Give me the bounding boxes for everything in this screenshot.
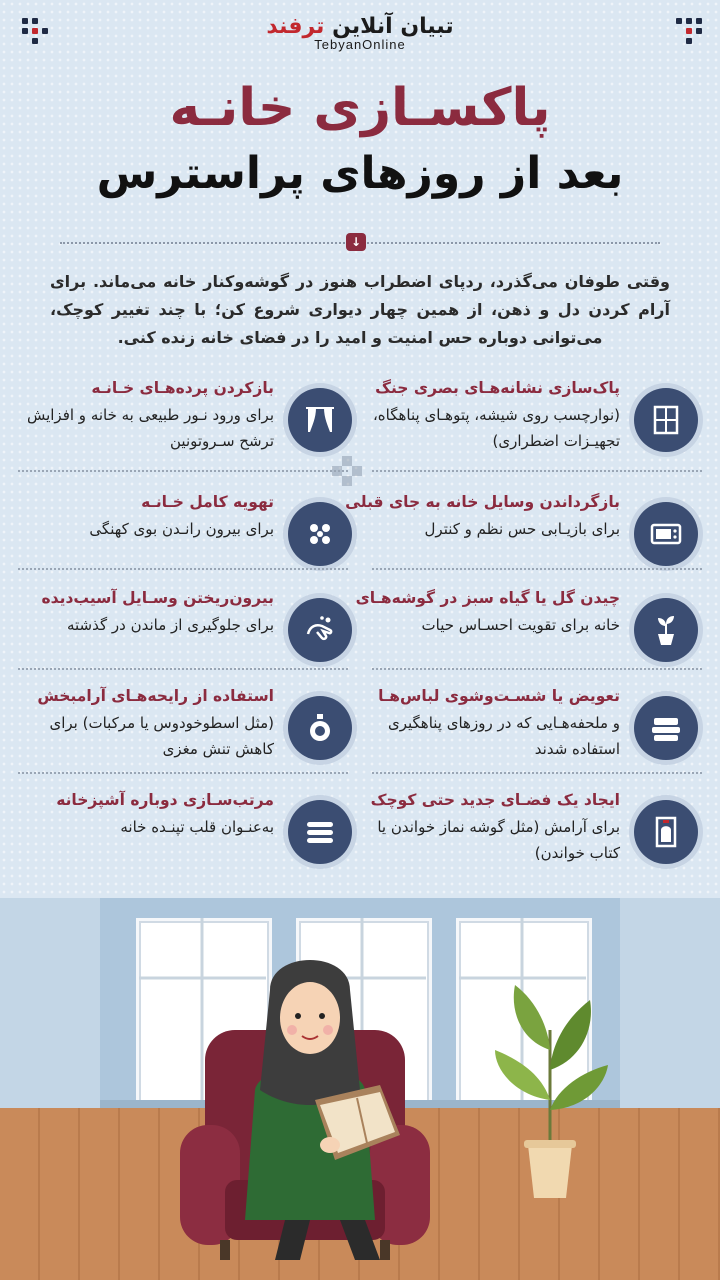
- flower-air-icon: [288, 502, 352, 566]
- page-subtitle: بعد از روزهای پراسترس: [96, 148, 624, 199]
- brand-name: تبیان آنلاین: [332, 14, 454, 39]
- folded-laundry-icon: [634, 696, 698, 760]
- potted-plant-icon: [490, 970, 610, 1210]
- item-heading: بیرون‌ریختن وسـایل آسیب‌دیده: [41, 589, 274, 607]
- row-separator: [372, 668, 702, 670]
- list-item: [22, 488, 352, 588]
- microwave-icon: [634, 502, 698, 566]
- item-heading: ایجاد یک فضـای جدید حتی کوچک: [370, 791, 620, 809]
- row-separator: [18, 668, 348, 670]
- brand-logo: [0, 14, 720, 52]
- list-item: [22, 374, 352, 474]
- item-body: برای ورود نـور طبیعی به خانه و افزایش ترشح سـروتونین: [26, 406, 274, 450]
- brand-latin: TebyanOnline: [314, 37, 406, 52]
- item-heading: مرتب‌سـازی دوباره آشپزخانه: [56, 791, 274, 809]
- item-body: (مثل اسطوخودوس یا مرکبات) برای کاهش تنش مغزی: [49, 714, 274, 758]
- handwash-icon: [288, 598, 352, 662]
- item-heading: بازکردن پرده‌هـای خـانـه: [91, 379, 274, 397]
- list-item: [22, 786, 352, 886]
- row-separator: [372, 772, 702, 774]
- item-heading: تعویض یا شسـت‌وشوی لباس‌هـا: [378, 687, 620, 705]
- list-item: [345, 488, 698, 588]
- plant-pot-icon: [634, 598, 698, 662]
- curtain-icon: [288, 388, 352, 452]
- item-heading: بازگرداندن وسایل خانه به جای قبلی: [345, 493, 620, 511]
- item-heading: تهویه کامل خـانـه: [141, 493, 274, 511]
- perfume-bottle-icon: [288, 696, 352, 760]
- item-heading: استفاده از رایحه‌هـای آرامبخش: [37, 687, 274, 705]
- row-separator: [372, 470, 702, 472]
- item-heading: پاک‌سازی نشانه‌هـای بصری جنگ: [375, 379, 620, 397]
- brand-section: ترفند: [266, 14, 325, 39]
- row-separator: [372, 568, 702, 570]
- row-separator: [18, 772, 348, 774]
- item-body: و ملحفه‌هـایی که در روزهای پناهگیری استفاده شدند: [387, 714, 620, 758]
- arrow-down-icon: ↓: [346, 233, 366, 251]
- item-body: برای جلوگیری از ماندن در گذشته: [66, 616, 274, 634]
- row-separator: [18, 470, 348, 472]
- item-body: برای آرامش (مثل گوشه نماز خواندن یا کتاب خواندن): [377, 818, 620, 862]
- window-icon: [634, 388, 698, 452]
- list-item: [368, 682, 698, 782]
- stacked-dishes-icon: [288, 800, 352, 864]
- item-body: خانه برای تقویت احسـاس حیات: [421, 616, 620, 634]
- intro-paragraph: وقتی طوفان می‌گذرد، ردپای اضطراب هنوز در گوشه‌وکنار خانه می‌ماند. برای آرام کردن دل و ذهن، از همین چهار دیواری شروع کن؛ با چند تغییر کوچک، می‌توانی دوباره حس امنیت و امید را در فضای خانه زنده کنی.: [50, 272, 670, 347]
- page-title: پاکسـازی خانـه: [169, 78, 551, 138]
- item-body: برای بیرون رانـدن بوی کهنگی: [89, 520, 274, 538]
- woman-reading-illustration: [180, 950, 450, 1270]
- item-body: به‌عنـوان قلب تپنـده خانه: [120, 818, 274, 836]
- item-heading: چیدن گل یا گیاه سبز در گوشه‌هـای: [355, 589, 620, 607]
- list-item: [368, 786, 698, 886]
- item-body: برای بازیـابی حس نظم و کنترل: [424, 520, 620, 538]
- list-item: [368, 374, 698, 474]
- row-separator: [18, 568, 348, 570]
- prayer-rug-icon: [634, 800, 698, 864]
- item-body: (نوارچسب روی شیشه، پتوهـای پناهگاه، تجهیـزات اضطراری): [372, 406, 620, 450]
- list-item: [22, 682, 352, 782]
